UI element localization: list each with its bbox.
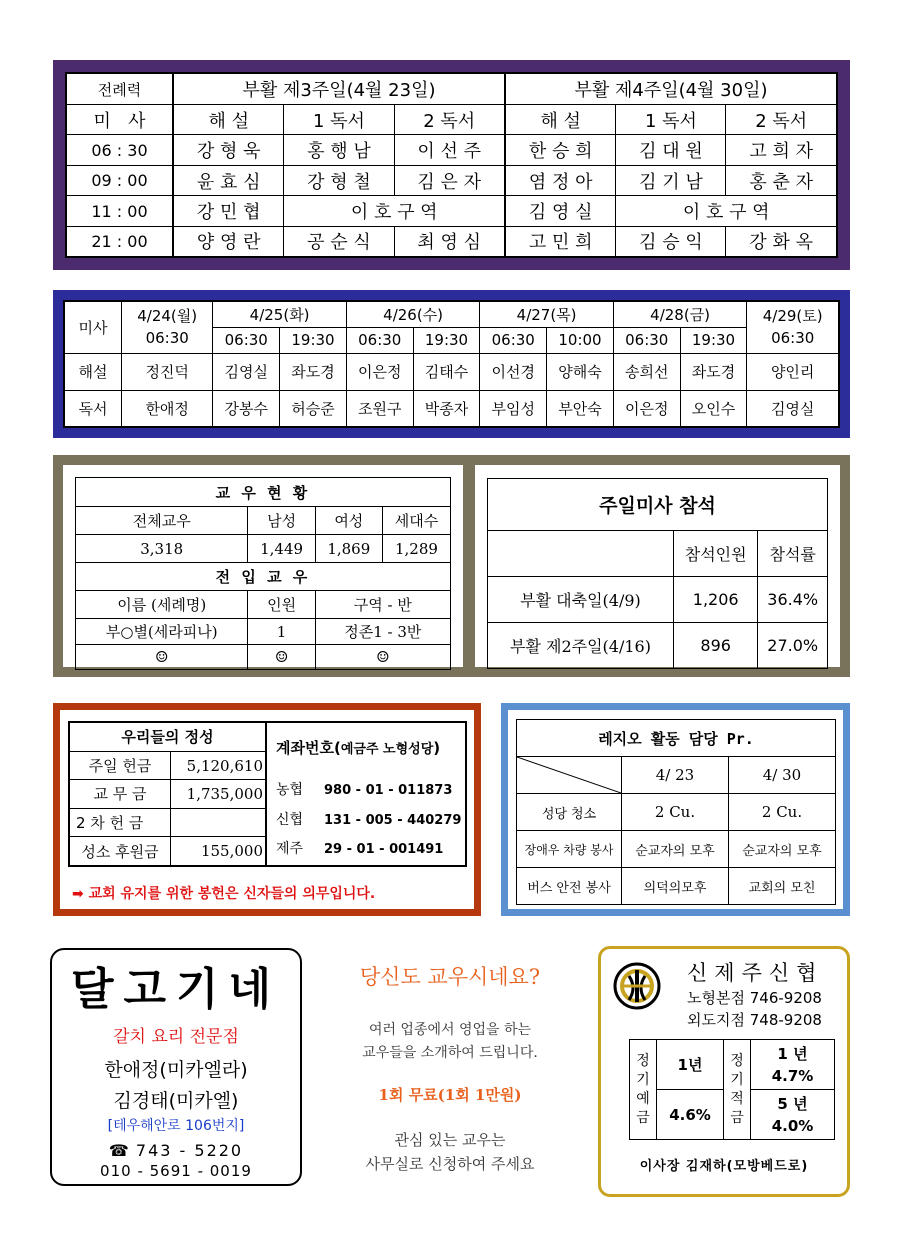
- week1-title: 부활 제3주일(4월 23일): [173, 73, 505, 105]
- person-name: 김 영 실: [505, 196, 616, 226]
- day-time: 19:30: [280, 327, 347, 353]
- col-households: 세대수: [382, 507, 450, 535]
- col-attendance-rate: 참석률: [758, 531, 828, 577]
- role-reading1-w2: 1 독서: [616, 105, 726, 135]
- sunday-liturgy-table: [65, 72, 838, 258]
- attendance-rate: 27.0%: [758, 623, 828, 669]
- offering-panel: [60, 710, 474, 909]
- liturgy-header-label: 전례력: [66, 73, 173, 105]
- bank-name: 제주: [276, 841, 304, 857]
- credit-union-chairman: 이사장 김재하(모방베드로): [639, 1159, 809, 1174]
- liturgy-row: [66, 165, 837, 195]
- account-row: [276, 809, 461, 829]
- legio-value: 순교자의 모후: [622, 831, 729, 868]
- legio-date: 4/ 23: [622, 757, 729, 794]
- day-date: 4/29(토): [762, 307, 823, 326]
- person-name: 홍 춘 자: [726, 165, 837, 195]
- legio-value: 2 Cu.: [622, 794, 729, 831]
- offering-amount: 5,120,610: [171, 751, 266, 779]
- person-name: 부안숙: [547, 390, 614, 427]
- day-date: 4/24(월): [137, 307, 198, 326]
- parishioners-panel: [63, 465, 463, 667]
- col-female: 여성: [315, 507, 382, 535]
- offering-frame: [53, 703, 481, 916]
- attendance-blank: [488, 531, 674, 577]
- account-info: [268, 723, 465, 865]
- bank-name: 신협: [276, 812, 304, 828]
- col-count: 인원: [248, 591, 315, 619]
- person-name: 윤 효 심: [173, 165, 284, 195]
- col-attendance-count: 참석인원: [674, 531, 758, 577]
- credit-union-name: 신제주신협: [687, 961, 824, 985]
- attendance-table: [487, 478, 828, 669]
- value-female: 1,869: [315, 535, 382, 563]
- promo-line1: 여러 업종에서 영업을 하는: [368, 1022, 532, 1038]
- account-row: [276, 779, 452, 799]
- savings-rate: 4.7%: [771, 1066, 814, 1085]
- deposit-label: [630, 1040, 657, 1140]
- account-row: [276, 838, 443, 858]
- deposit-term: 1년: [657, 1040, 724, 1090]
- attendance-count: 896: [674, 623, 758, 669]
- savings-label: [724, 1040, 751, 1140]
- person-name: 강봉수: [213, 390, 280, 427]
- account-title-text: 계좌번호(: [276, 739, 341, 757]
- person-name: 한 승 희: [505, 135, 616, 165]
- day-time: 06:30: [613, 327, 680, 353]
- col-name: 이름 (세례명): [76, 591, 248, 619]
- offering-amount: 1,735,000: [171, 780, 266, 808]
- transfer-name: 부○별(세라피나): [76, 619, 248, 645]
- liturgy-row: [66, 135, 837, 165]
- person-name: 김태수: [413, 353, 480, 390]
- credit-union-branch2: 외도지점 748-9208: [687, 1011, 822, 1029]
- day-time: 06:30: [771, 329, 815, 348]
- person-name: 공 순 식: [284, 226, 394, 257]
- offering-label: 교 무 금: [70, 780, 171, 808]
- sunday-liturgy-frame: [53, 60, 850, 270]
- person-name: 김 대 원: [616, 135, 726, 165]
- offering-amount: [171, 808, 266, 836]
- district-name: 이 호 구 역: [616, 196, 837, 226]
- restaurant-mobile: 010 - 5691 - 0019: [100, 1162, 252, 1180]
- day-date: 4/25(화): [213, 301, 347, 327]
- legio-value: 순교자의 모후: [729, 831, 836, 868]
- value-male: 1,449: [248, 535, 315, 563]
- transfer-title: 전 입 교 우: [76, 563, 451, 591]
- account-title-end: ): [433, 739, 441, 757]
- restaurant-address: [테우해안로 106번지]: [107, 1118, 245, 1134]
- offering-table: [70, 723, 266, 865]
- mass-time: 11 : 00: [66, 196, 173, 226]
- person-name: 이 선 주: [394, 135, 505, 165]
- legio-frame: [501, 703, 850, 916]
- liturgy-row: [66, 196, 837, 226]
- role-reading2-w2: 2 독서: [726, 105, 837, 135]
- offering-note-text: 교회 유지를 위한 봉헌은 신자들의 의무입니다.: [88, 886, 376, 902]
- person-name: 송희선: [613, 353, 680, 390]
- legio-value: 교회의 모친: [729, 868, 836, 905]
- transfer-count: 1: [248, 619, 315, 645]
- credit-union-logo-icon: [613, 962, 661, 1010]
- person-name: 강 민 협: [173, 196, 284, 226]
- district-name: 이 호 구 역: [284, 196, 505, 226]
- offering-note: [72, 883, 375, 903]
- attendance-panel: [475, 465, 840, 667]
- person-name: 염 정 아: [505, 165, 616, 195]
- reading-label: 독서: [64, 390, 122, 427]
- role-commentary-w1: 해 설: [173, 105, 284, 135]
- person-name: 양 영 란: [173, 226, 284, 257]
- phone-icon: ☎: [108, 1141, 130, 1160]
- mass-time: 09 : 00: [66, 165, 173, 195]
- person-name: 좌도경: [280, 353, 347, 390]
- attendance-count: 1,206: [674, 577, 758, 623]
- day-header: [747, 301, 839, 353]
- person-name: 고 희 자: [726, 135, 837, 165]
- offering-label: 2 차 헌 금: [70, 808, 171, 836]
- day-date: 4/27(목): [480, 301, 614, 327]
- person-name: 최 영 심: [394, 226, 505, 257]
- legio-date: 4/ 30: [729, 757, 836, 794]
- weekday-mass-label: 미사: [64, 301, 122, 353]
- person-name: 한애정: [122, 390, 213, 427]
- person-name: 양해숙: [547, 353, 614, 390]
- savings-label-text: 정기적금: [730, 1052, 744, 1126]
- account-title: [276, 737, 440, 758]
- diagonal-line: [517, 757, 621, 793]
- role-reading1-w1: 1 독서: [284, 105, 394, 135]
- col-total: 전체교우: [76, 507, 248, 535]
- legio-title: 레지오 활동 담당 Pr.: [517, 720, 836, 757]
- col-district: 구역 - 반: [315, 591, 450, 619]
- restaurant-ad: [50, 948, 302, 1186]
- account-number: 980 - 01 - 011873: [324, 783, 453, 798]
- attendance-label: 부활 대축일(4/9): [488, 577, 674, 623]
- week2-title: 부활 제4주일(4월 30일): [505, 73, 837, 105]
- attendance-label: 부활 제2주일(4/16): [488, 623, 674, 669]
- account-holder: 예금주 노형성당: [340, 742, 434, 757]
- restaurant-tagline: 갈치 요리 전문점: [113, 1027, 239, 1047]
- stats-frame: [53, 455, 850, 677]
- savings-term: 5 년: [777, 1094, 808, 1113]
- promo-block: [310, 955, 590, 1174]
- person-name: 양인리: [747, 353, 839, 390]
- weekday-mass-frame: [53, 290, 850, 438]
- deposit-rate: 4.6%: [657, 1090, 724, 1140]
- legio-value: 2 Cu.: [729, 794, 836, 831]
- attendance-title: 주일미사 참석: [488, 479, 828, 531]
- restaurant-name: 달고기네: [70, 964, 281, 1015]
- offering-label: 성소 후원금: [70, 837, 171, 865]
- smiley-icon: ☺: [248, 645, 315, 670]
- day-header: [122, 301, 213, 353]
- person-name: 오인수: [680, 390, 747, 427]
- day-time: 19:30: [413, 327, 480, 353]
- restaurant-phone-row: [52, 1141, 300, 1160]
- person-name: 강 화 옥: [726, 226, 837, 257]
- account-number: 29 - 01 - 001491: [324, 842, 444, 857]
- day-time: 06:30: [480, 327, 547, 353]
- person-name: 김 은 자: [394, 165, 505, 195]
- promo-line2: 교우들을 소개하여 드립니다.: [362, 1045, 538, 1061]
- credit-union-ad: [598, 946, 850, 1197]
- day-time: 10:00: [547, 327, 614, 353]
- day-time: 06:30: [213, 327, 280, 353]
- parishioners-table: [75, 477, 451, 670]
- weekday-mass-table: [63, 300, 840, 428]
- person-name: 강 형 철: [284, 165, 394, 195]
- restaurant-phone: 743 - 5220: [135, 1141, 244, 1160]
- savings-rate-cell: [751, 1040, 835, 1090]
- liturgy-row: [66, 226, 837, 257]
- day-time: 06:30: [145, 329, 189, 348]
- savings-term: 1 년: [777, 1044, 808, 1063]
- attendance-rate: 36.4%: [758, 577, 828, 623]
- person-name: 김 승 익: [616, 226, 726, 257]
- account-number: 131 - 005 - 440279: [324, 813, 462, 828]
- day-date: 4/26(수): [346, 301, 480, 327]
- bank-name: 농협: [276, 782, 304, 798]
- value-households: 1,289: [382, 535, 450, 563]
- person-name: 정진덕: [122, 353, 213, 390]
- savings-rate-cell: [751, 1090, 835, 1140]
- promo-line3: 관심 있는 교우는: [394, 1131, 506, 1149]
- arrow-right-icon: ➡: [72, 886, 84, 902]
- parishioners-title: 교 우 현 황: [76, 478, 451, 507]
- person-name: 홍 행 남: [284, 135, 394, 165]
- legio-label: 성당 청소: [517, 794, 622, 831]
- person-name: 김 기 남: [616, 165, 726, 195]
- person-name: 강 형 욱: [173, 135, 284, 165]
- day-date: 4/28(금): [613, 301, 747, 327]
- legio-panel: [508, 710, 843, 909]
- day-time: 19:30: [680, 327, 747, 353]
- offering-title: 우리들의 정성: [70, 723, 266, 751]
- legio-label: 버스 안전 봉사: [517, 868, 622, 905]
- person-name: 김영실: [747, 390, 839, 427]
- legio-label: 장애우 차량 봉사: [517, 831, 622, 868]
- commentary-row: [64, 353, 839, 390]
- col-male: 남성: [248, 507, 315, 535]
- offering-box: [68, 721, 467, 867]
- offering-label: 주일 헌금: [70, 751, 171, 779]
- offering-divider: [266, 723, 267, 865]
- credit-union-branch1: 노형본점 746-9208: [687, 989, 822, 1007]
- person-name: 이선경: [480, 353, 547, 390]
- reading-row: [64, 390, 839, 427]
- mass-time: 06 : 30: [66, 135, 173, 165]
- role-commentary-w2: 해 설: [505, 105, 616, 135]
- smiley-icon: ☺: [315, 645, 450, 670]
- legio-table: [516, 719, 836, 905]
- rates-table: [629, 1039, 835, 1140]
- person-name: 좌도경: [680, 353, 747, 390]
- person-name: 부임성: [480, 390, 547, 427]
- restaurant-owner1: 한애정(미카엘라): [104, 1059, 248, 1081]
- offering-amount: 155,000: [171, 837, 266, 865]
- promo-line4: 사무실로 신청하여 주세요: [365, 1155, 535, 1173]
- promo-offer: 1회 무료(1회 1만원): [378, 1086, 522, 1104]
- restaurant-owner2: 김경태(미카엘): [113, 1090, 239, 1112]
- person-name: 이은정: [613, 390, 680, 427]
- smiley-icon: ☺: [76, 645, 248, 670]
- deposit-label-text: 정기예금: [636, 1052, 650, 1126]
- day-time: 06:30: [346, 327, 413, 353]
- promo-title: 당신도 교우시네요?: [359, 965, 541, 989]
- legio-value: 의덕의모후: [622, 868, 729, 905]
- transfer-district: 정존1 - 3반: [315, 619, 450, 645]
- commentary-label: 해설: [64, 353, 122, 390]
- savings-rate: 4.0%: [771, 1116, 814, 1135]
- person-name: 김영실: [213, 353, 280, 390]
- mass-time: 21 : 00: [66, 226, 173, 257]
- value-total: 3,318: [76, 535, 248, 563]
- role-reading2-w1: 2 독서: [394, 105, 505, 135]
- person-name: 조원구: [346, 390, 413, 427]
- mass-label: 미 사: [66, 105, 173, 135]
- person-name: 고 민 희: [505, 226, 616, 257]
- legio-diagonal-cell: [517, 757, 622, 794]
- person-name: 허승준: [280, 390, 347, 427]
- person-name: 이은정: [346, 353, 413, 390]
- person-name: 박종자: [413, 390, 480, 427]
